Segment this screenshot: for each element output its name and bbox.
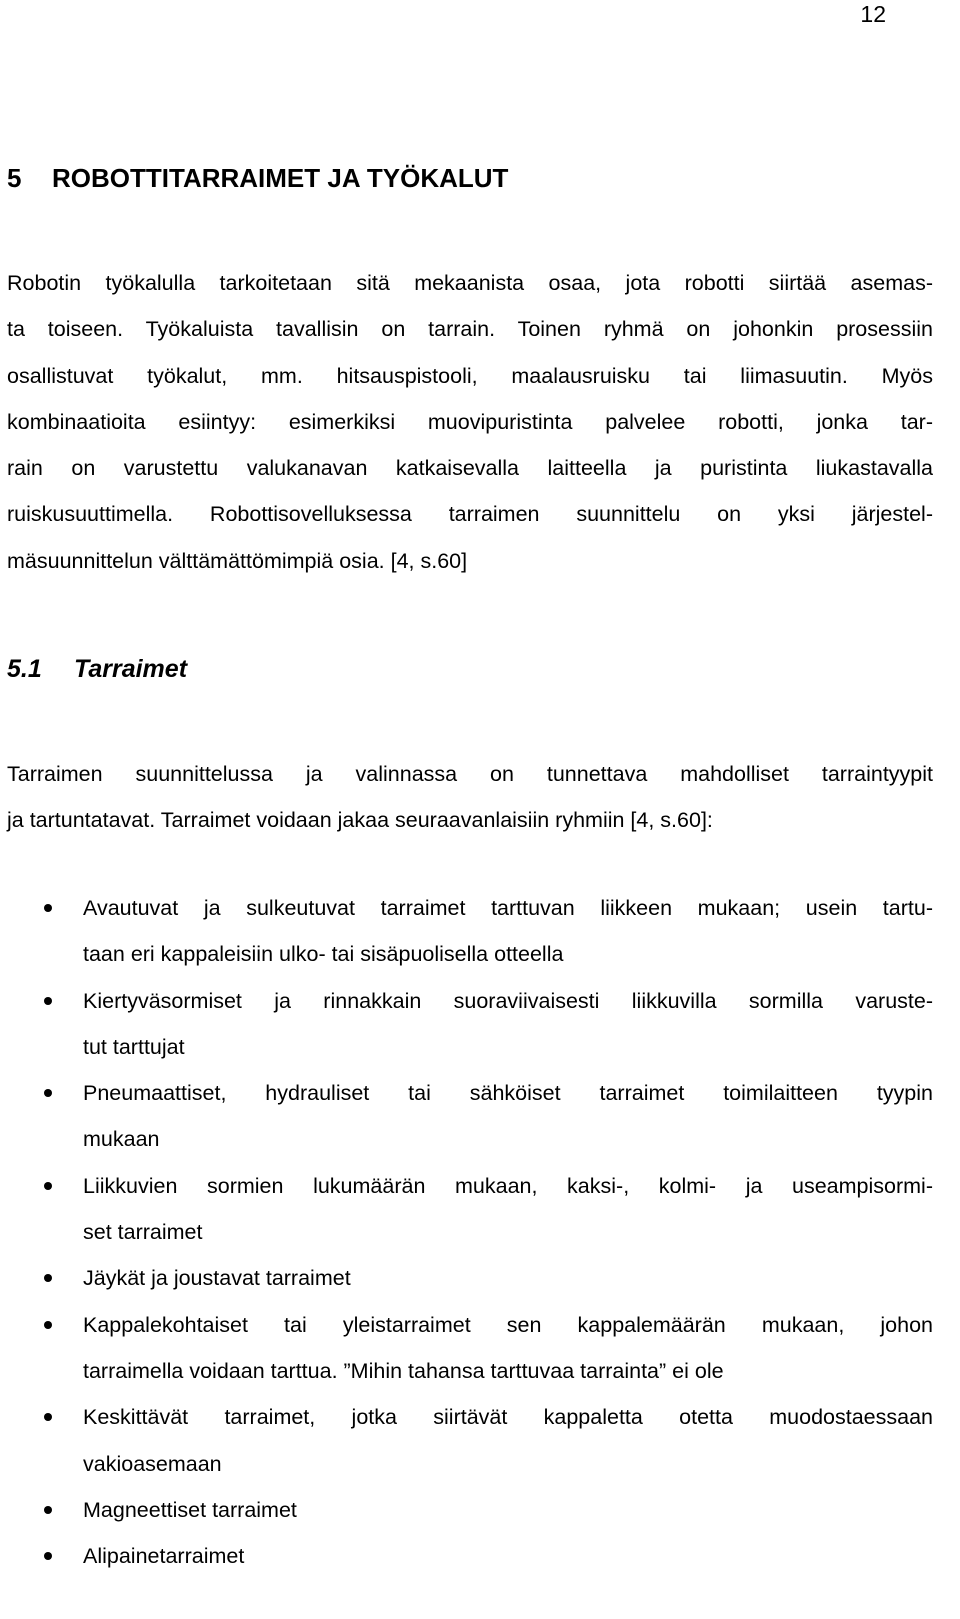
bullet-icon — [44, 904, 52, 912]
list-item-line: Jäykät ja joustavat tarraimet — [83, 1266, 351, 1291]
paragraph-line: mäsuunnittelun välttämättömimpiä osia. [4, s.60] — [7, 548, 468, 573]
bullet-icon — [44, 1552, 52, 1560]
paragraph-line: Robotin työkalulla tarkoitetaan sitä mekaanista osaa, jota robotti siirtää asemas- — [7, 271, 933, 295]
list-item — [0, 1163, 933, 1256]
bullet-icon — [44, 1274, 52, 1282]
paragraph-line: osallistuvat työkalut, mm. hitsauspistooli, maalausruisku tai liimasuutin. Myös — [7, 363, 933, 388]
section-paragraph — [7, 751, 933, 844]
list-item — [0, 1255, 933, 1301]
paragraph-line: rain on varustettu valukanavan katkaisevalla laitteella ja puristinta liukastavalla — [7, 456, 933, 481]
section-number: 5.1 — [7, 655, 42, 683]
section-title: Tarraimet — [74, 655, 188, 683]
list-item-line: tarraimella voidaan tarttua. ”Mihin tahansa tarttuvaa tarrainta” ei ole — [83, 1358, 724, 1383]
bullet-icon — [44, 1413, 52, 1421]
list-item-line: Liikkuvien sormien lukumäärän mukaan, kaksi-, kolmi- ja useampisormi- — [83, 1173, 933, 1198]
chapter-heading — [7, 161, 508, 195]
paragraph-line: ja tartuntatavat. Tarraimet voidaan jakaa seuraavanlaisiin ryhmiin [4, s.60]: — [7, 808, 713, 833]
paragraph-line: kombinaatioita esiintyy: esimerkiksi muovipuristinta palvelee robotti, jonka tar- — [7, 409, 933, 434]
list-item — [0, 1070, 933, 1163]
list-item — [0, 1487, 933, 1533]
section-heading — [7, 651, 187, 687]
list-item-line: Pneumaattiset, hydrauliset tai sähköiset tarraimet toimilaitteen tyypin — [83, 1081, 933, 1106]
chapter-title: ROBOTTITARRAIMET JA TYÖKALUT — [52, 163, 509, 193]
chapter-number: 5 — [7, 163, 22, 193]
list-item — [0, 1533, 933, 1579]
list-item — [0, 978, 933, 1071]
list-item-line: taan eri kappaleisiin ulko- tai sisäpuolisella otteella — [83, 942, 564, 967]
list-item — [0, 1302, 933, 1395]
bullet-icon — [44, 1321, 52, 1329]
bullet-icon — [44, 1506, 52, 1514]
bullet-icon — [44, 1182, 52, 1190]
list-item-line: Avautuvat ja sulkeutuvat tarraimet tarttuvan liikkeen mukaan; usein tartu- — [83, 896, 933, 920]
list-item-line: tut tarttujat — [83, 1034, 185, 1059]
list-item-line: set tarraimet — [83, 1220, 203, 1245]
list-item — [0, 1394, 933, 1487]
list-item-line: vakioasemaan — [83, 1451, 222, 1476]
intro-paragraph — [7, 260, 933, 584]
bullet-icon — [44, 1089, 52, 1097]
list-item-line: Keskittävät tarraimet, jotka siirtävät kappaletta otetta muodostaessaan — [83, 1405, 933, 1430]
list-item — [0, 885, 933, 978]
paragraph-line: Tarraimen suunnittelussa ja valinnassa on tunnettava mahdolliset tarraintyypit — [7, 762, 933, 786]
paragraph-line: ta toiseen. Työkaluista tavallisin on tarrain. Toinen ryhmä on johonkin prosessiin — [7, 317, 933, 342]
list-item-line: Alipainetarraimet — [83, 1544, 245, 1569]
paragraph-line: ruiskusuuttimella. Robottisovelluksessa tarraimen suunnittelu on yksi järjestel- — [7, 502, 933, 527]
list-item-line: Kiertyväsormiset ja rinnakkain suoraviivaisesti liikkuvilla sormilla varuste- — [83, 988, 933, 1013]
list-item-line: Magneettiset tarraimet — [83, 1497, 297, 1522]
page-number: 12 — [860, 1, 886, 27]
gripper-types-list — [0, 885, 933, 1579]
list-item-line: mukaan — [83, 1127, 160, 1152]
bullet-icon — [44, 997, 52, 1005]
list-item-line: Kappalekohtaiset tai yleistarraimet sen kappalemäärän mukaan, johon — [83, 1312, 933, 1337]
